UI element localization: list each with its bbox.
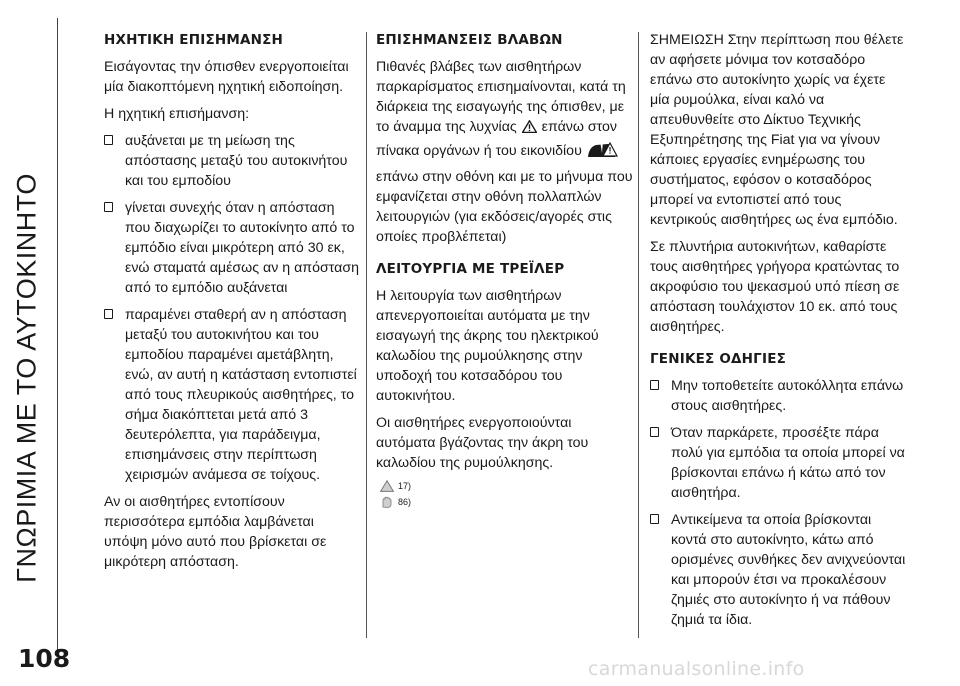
footer-watermark: carmanualsonline.info	[588, 658, 805, 680]
reference-number: 86)	[398, 497, 412, 507]
checkbox-bullet-icon	[104, 135, 113, 145]
column-2	[376, 30, 633, 512]
paragraph-text: επάνω στην οθόνη και με το μήνυμα που εμφανίζεται στην οθόνη πολλαπλών λειτουργιών (για εκδόσεις/αγορές στις οποίες προβλέπεται)	[376, 169, 633, 245]
hand-caution-icon	[380, 496, 394, 508]
section-heading: ΛΕΙΤΟΥΡΓΙΑ ΜΕ ΤΡΕΪΛΕΡ	[376, 261, 565, 277]
page-number: 108	[18, 644, 71, 673]
list-item-text: γίνεται συνεχής όταν η απόσταση που διαχωρίζει το αυτοκίνητο από το εμπόδιο είναι μικρότερη από 30 εκ, ενώ σταματά αμέσως αν η απόσταση από το εμπόδιο αυξάνεται	[125, 200, 359, 296]
paragraph	[376, 57, 633, 247]
warning-reference	[380, 480, 633, 492]
list-item	[650, 423, 907, 503]
paragraph: Αν οι αισθητήρες εντοπίσουν περισσότερα εμπόδια λαμβάνεται υπόψη μόνο αυτό που βρίσκεται σε μικρότερη απόσταση.	[104, 494, 327, 570]
column-3	[650, 30, 907, 637]
paragraph-text: επάνω στον πίνακα οργάνων ή του εικονιδίου	[376, 119, 618, 159]
parking-sensor-fault-icon	[586, 139, 618, 167]
list-item-text: Αντικείμενα τα οποία βρίσκονται κοντά στο αυτοκίνητο, κάτω από ορισμένες συνθήκες δεν ανιχνεύονται και μπορούν έτσι να προκαλέσουν ζημιές στο αυτοκίνητο ή να πάθουν ζημιά τα ίδια.	[671, 512, 906, 628]
column-1	[104, 30, 361, 579]
paragraph: Η ηχητική επισήμανση:	[104, 106, 250, 122]
side-divider	[57, 18, 58, 652]
checkbox-bullet-icon	[650, 514, 659, 524]
note-paragraph: ΣΗΜΕΙΩΣΗ Στην περίπτωση που θέλετε αν αφήσετε μόνιμα τον κοτσαδόρο επάνω στο αυτοκίνητο χωρίς να έχετε μία ρυμούλκα, είναι καλό να απευθυνθείτε στο Δίκτυο Τεχνικής Εξυπηρέτησης της Fiat για να γίνουν κάποιες εργασίες ενημέρωσης του συστήματος, εφόσον ο κοτσαδόρος μπορεί να εντοπιστεί από τους κεντρικούς αισθητήρες ως ένα εμπόδιο.	[650, 32, 904, 228]
section-heading: ΓΕΝΙΚΕΣ ΟΔΗΓΙΕΣ	[650, 351, 787, 367]
list-item-text: αυξάνεται με τη μείωση της απόστασης μεταξύ του αυτοκινήτου και του εμποδίου	[125, 133, 348, 189]
list-item	[104, 131, 361, 191]
list-item	[650, 510, 907, 630]
paragraph: Σε πλυντήρια αυτοκινήτων, καθαρίστε τους αισθητήρες γρήγορα κρατώντας το ακροφύσιο του ψεκασμού υπό πίεση σε απόσταση τουλάχιστον 10 εκ. από τους αισθητήρες.	[650, 239, 900, 335]
checkbox-bullet-icon	[650, 380, 659, 390]
warning-triangle-icon	[380, 480, 394, 492]
checkbox-bullet-icon	[104, 309, 113, 319]
column-divider	[366, 32, 367, 638]
caution-reference	[380, 496, 633, 508]
checkbox-bullet-icon	[650, 427, 659, 437]
list-item	[104, 305, 361, 485]
side-section-title: ΓΝΩΡΙΜΙΑ ΜΕ ΤΟ ΑΥΤΟΚΙΝΗΤΟ	[11, 173, 42, 583]
list-item-text: παραμένει σταθερή αν η απόσταση μεταξύ του αυτοκινήτου και του εμποδίου παραμένει αμετάβλητη, ενώ, αν αυτή η κατάσταση εντοπιστεί από τους πλευρικούς αισθητήρες, το σήμα διακόπτεται μετά από 3 δευτερόλεπτα, για παράδειγμα, επισημάνσεις στην περίπτωση χειρισμών ανάμεσα σε τοίχους.	[125, 307, 357, 483]
column-divider	[638, 32, 639, 638]
list-item	[650, 376, 907, 416]
checkbox-bullet-icon	[104, 202, 113, 212]
list-item	[104, 198, 361, 298]
paragraph: Οι αισθητήρες ενεργοποιούνται αυτόματα βγάζοντας την άκρη του καλωδίου της ρυμούλκησης.	[376, 415, 589, 471]
paragraph-text: Πιθανές βλάβες των αισθητήρων παρκαρίσματος επισημαίνονται, κατά τη διάρκεια της εισαγωγής της όπισθεν, με το άναμμα της λυχνίας	[376, 59, 626, 135]
section-heading: ΕΠΙΣΗΜΑΝΣΕΙΣ ΒΛΑΒΩΝ	[376, 32, 563, 48]
warning-triangle-icon	[522, 119, 537, 139]
section-heading: ΗΧΗΤΙΚΗ ΕΠΙΣΗΜΑΝΣΗ	[104, 32, 284, 48]
paragraph: Εισάγοντας την όπισθεν ενεργοποιείται μία διακοπτόμενη ηχητική ειδοποίηση.	[104, 59, 349, 95]
reference-number: 17)	[398, 481, 412, 491]
paragraph: Η λειτουργία των αισθητήρων απενεργοποιείται αυτόματα με την εισαγωγή της άκρης του ηλεκτρικού καλωδίου της ρυμούλκησης στην υποδοχή του κοτσαδόρου του αυτοκινήτου.	[376, 288, 599, 404]
list-item-text: Όταν παρκάρετε, προσέξτε πάρα πολύ για εμπόδια τα οποία μπορεί να βρίσκονται επάνω ή κάτω από τον αισθητήρα.	[671, 425, 905, 501]
list-item-text: Μην τοποθετείτε αυτοκόλλητα επάνω στους αισθητήρες.	[671, 378, 904, 414]
